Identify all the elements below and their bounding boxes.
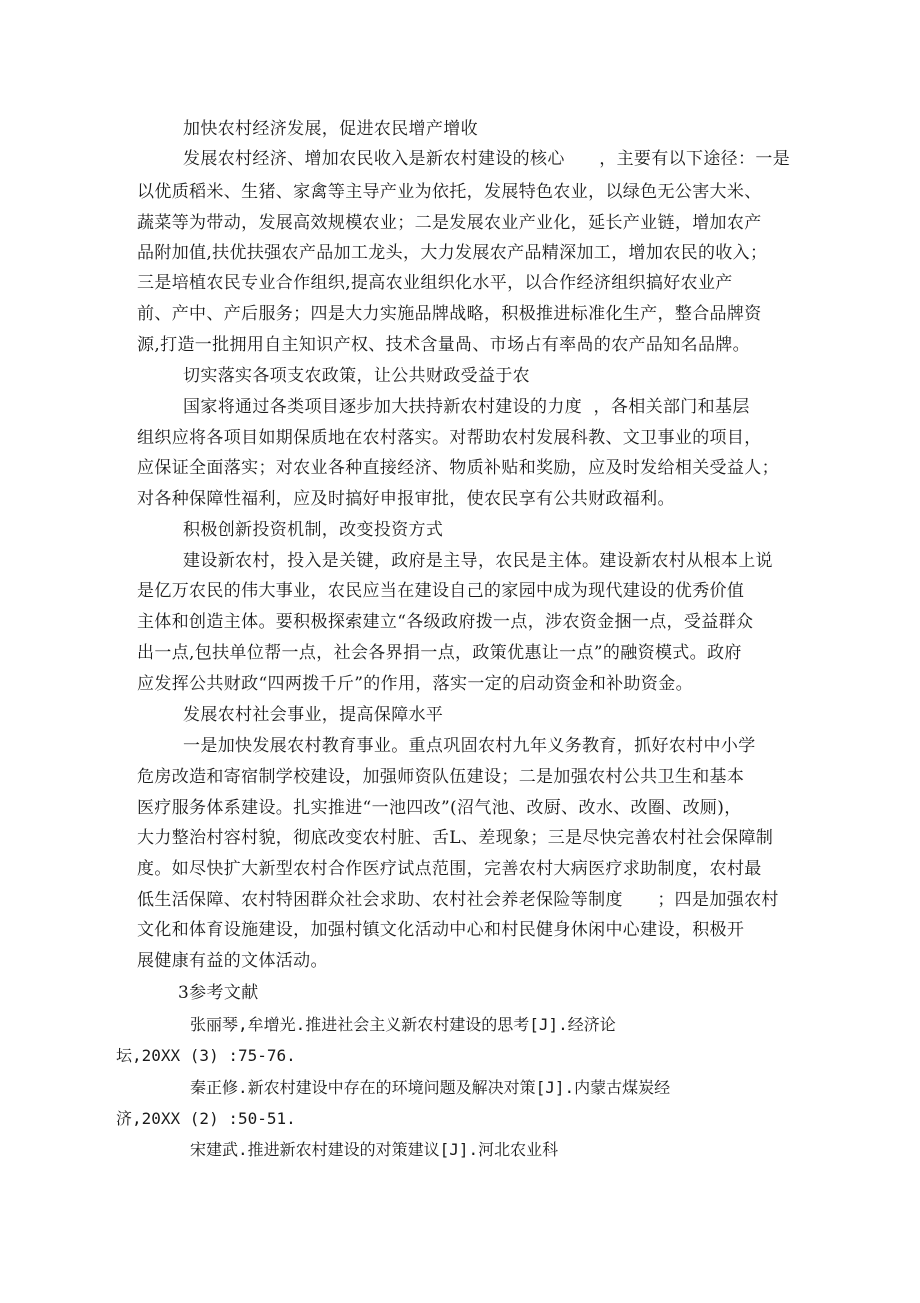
paragraph-line: 出一点,包扶单位帮一点，社会各界捐一点，政策优惠让一点”的融资模式。政府 <box>137 643 742 663</box>
reference-item-3-line1: 宋建武.推进新农村建设的对策建议[J].河北农业科 <box>190 1140 559 1159</box>
paragraph-line: 危房改造和寄宿制学校建设，加强师资队伍建设；二是加强农村公共卫生和基本 <box>137 767 745 787</box>
section-heading: 加快农村经济发展，促进农民增产增收 <box>183 119 478 139</box>
paragraph-line: 医疗服务体系建设。扎实推进“一池四改”(沼气池、改厨、改水、改圈、改厕)， <box>137 798 742 818</box>
paragraph-line: 国家将通过各类项目逐步加大扶持新农村建设的力度 ，各相关部门和基层 <box>183 397 750 417</box>
section-heading: 切实落实各项支农政策，让公共财政受益于农 <box>183 366 530 386</box>
paragraph-line: 源,打造一批拥用自主知识产权、技术含量咼、市场占有率咼的农产品知名品牌。 <box>137 335 751 355</box>
paragraph-line: 对各种保障性福利，应及时搞好申报审批，使农民享有公共财政福利。 <box>137 489 675 509</box>
paragraph-line: 应发挥公共财政“四两拨千斤”的作用，落实一定的启动资金和补助资金。 <box>137 674 693 694</box>
references-heading: 3参考文献 <box>178 983 259 1003</box>
paragraph-line: 建设新农村，投入是关键，政府是主导，农民是主体。建设新农村从根本上说 <box>183 551 773 571</box>
paragraph-line: 度。如尽快扩大新型农村合作医疗试点范围，完善农村大病医疗求助制度，农村最 <box>137 859 762 879</box>
section-heading: 发展农村社会事业，提高保障水平 <box>183 705 444 725</box>
paragraph-line: 是亿万农民的伟大事业，农民应当在建设自己的家园中成为现代建设的优秀价值 <box>137 581 745 601</box>
paragraph-line: 应保证全面落实；对农业各种直接经济、物质补贴和奖励，应及时发给相关受益人； <box>137 458 779 478</box>
paragraph-line: 低生活保障、农村特困群众社会求助、农村社会养老保险等制度 ；四是加强农村 <box>137 890 779 910</box>
paragraph-line: 前、产中、产后服务；四是大力实施品牌战略，积极推进标准化生产，整合品牌资 <box>137 304 762 324</box>
reference-item-1-line1: 张丽琴,牟增光.推进社会主义新农村建设的思考[J].经济论 <box>190 1015 616 1034</box>
paragraph-line: 组织应将各项目如期保质地在农村落实。对帮助农村发展科教、文卫事业的项目， <box>137 428 762 448</box>
reference-item-2-line2: 济,20XX (2) :50-51. <box>116 1109 296 1128</box>
paragraph-line: 主体和创造主体。要积极探索建立“各级政府拨一点，涉农资金捆一点，受益群众 <box>137 612 754 632</box>
reference-item-2-line1: 秦正修.新农村建设中存在的环境问题及解决对策[J].内蒙古煤炭经 <box>190 1078 671 1097</box>
paragraph-line: 一是加快发展农村教育事业。重点巩固农村九年义务教育，抓好农村中小学 <box>183 736 756 756</box>
section-heading: 积极创新投资机制，改变投资方式 <box>183 520 444 540</box>
paragraph-line: 蔬菜等为带动，发展高效规模农业；二是发展农业产业化，延长产业链，增加农产 <box>137 213 762 233</box>
paragraph-line: 文化和体育设施建设，加强村镇文化活动中心和村民健身休闲中心建设，积极开 <box>137 920 745 940</box>
paragraph-line: 品附加值,扶优扶强农产品加工龙头，大力发展农产品精深加工，增加农民的收入； <box>137 243 768 263</box>
paragraph-line: 三是培植农民专业合作组织,提高农业组织化水平，以合作经济组织搞好农业产 <box>137 273 733 293</box>
paragraph-line: 以优质稻米、生猪、家禽等主导产业为依托，发展特色农业，以绿色无公害大米、 <box>137 182 762 202</box>
paragraph-line: 发展农村经济、增加农民收入是新农村建设的核心 ，主要有以下途径：一是 <box>183 149 791 169</box>
paragraph-line: 展健康有益的文体活动。 <box>137 951 328 971</box>
paragraph-line: 大力整治村容村貌，彻底改变农村脏、舌L、差现象；三是尽快完善农村社会保障制 <box>137 828 774 848</box>
reference-item-1-line2: 坛,20XX (3) :75-76. <box>116 1046 296 1065</box>
